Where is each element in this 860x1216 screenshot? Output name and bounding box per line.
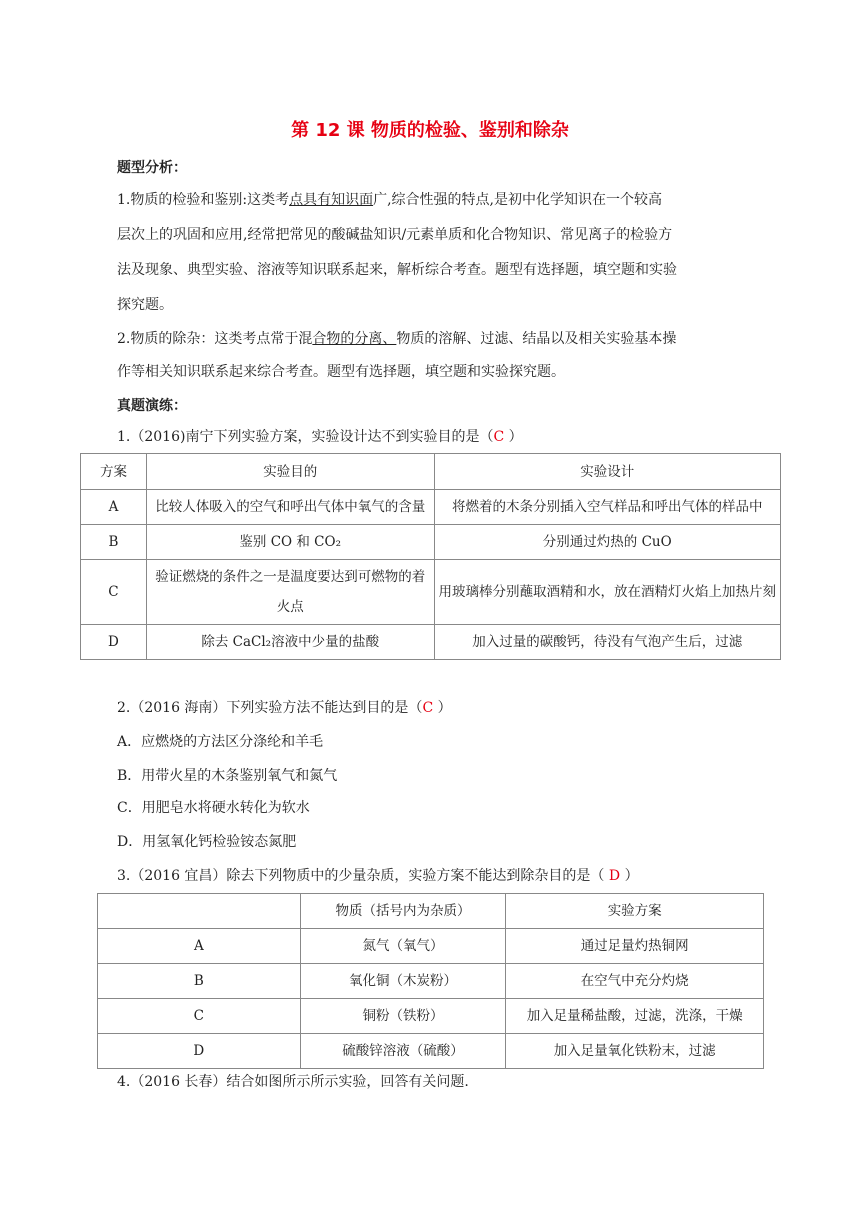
paragraph-2-line-2: 作等相关知识联系起来综合考查。题型有选择题，填空题和实验探究题。 bbox=[117, 364, 565, 380]
underlined-text: 点具有知识面 bbox=[289, 192, 374, 208]
table-row bbox=[98, 999, 764, 1034]
table-row bbox=[98, 929, 764, 964]
question-2-option-c: C．用肥皂水将硬水转化为软水 bbox=[117, 800, 310, 816]
row-label: B bbox=[98, 964, 301, 999]
question-3-stem bbox=[117, 866, 757, 886]
question-text: 3.（2016 宜昌）除去下列物质中的少量杂质，实验方案不能达到除杂目的是（ bbox=[117, 868, 609, 884]
table-header-row bbox=[98, 894, 764, 929]
purpose-cell: 除去 CaCl₂溶液中少量的盐酸 bbox=[146, 625, 434, 660]
section-heading-practice: 真题演练： bbox=[117, 398, 187, 414]
purpose-cell: 比较人体吸入的空气和呼出气体中氧气的含量 bbox=[146, 490, 434, 525]
text-span: 1.物质的检验和鉴别:这类考 bbox=[117, 192, 290, 208]
table-row bbox=[81, 525, 781, 560]
question-text: ） bbox=[504, 429, 523, 445]
question-2-option-b: B．用带火星的木条鉴别氧气和氮气 bbox=[117, 768, 338, 784]
plan-cell: 通过足量灼热铜网 bbox=[506, 929, 764, 964]
table-header-cell: 实验设计 bbox=[434, 454, 781, 490]
underlined-text: 合物的分离、 bbox=[312, 331, 397, 347]
plan-cell: 加入足量氧化铁粉末，过滤 bbox=[506, 1034, 764, 1069]
paragraph-1-line-4: 探究题。 bbox=[117, 297, 173, 313]
substance-cell: 氮气（氧气） bbox=[300, 929, 506, 964]
row-label: B bbox=[81, 525, 147, 560]
table-row bbox=[81, 625, 781, 660]
row-label: C bbox=[81, 560, 147, 625]
row-label: C bbox=[98, 999, 301, 1034]
row-label: A bbox=[81, 490, 147, 525]
design-cell: 将燃着的木条分别插入空气样品和呼出气体的样品中 bbox=[434, 490, 781, 525]
question-2-stem bbox=[117, 698, 757, 718]
row-label: A bbox=[98, 929, 301, 964]
question-1-stem bbox=[117, 427, 757, 447]
table-header-cell: 实验目的 bbox=[146, 454, 434, 490]
text-span: 2.物质的除杂：这类考点常于混 bbox=[117, 331, 313, 347]
question-2-option-d: D．用氢氧化钙检验铵态氮肥 bbox=[117, 834, 297, 850]
table-row bbox=[81, 490, 781, 525]
substance-cell: 硫酸锌溶液（硫酸） bbox=[300, 1034, 506, 1069]
text-span: 广,综合性强的特点,是初中化学知识在一个较高 bbox=[373, 192, 662, 208]
answer-mark: C bbox=[493, 429, 505, 445]
paragraph-1-line-2: 层次上的巩固和应用,经常把常见的酸碱盐知识/元素单质和化合物知识、常见离子的检验方 bbox=[117, 227, 673, 243]
paragraph-1-line-1 bbox=[117, 190, 757, 210]
paragraph-2-line-1 bbox=[117, 329, 757, 349]
table-header-cell: 实验方案 bbox=[506, 894, 764, 929]
question-3-table bbox=[97, 893, 764, 1069]
design-cell: 分别通过灼热的 CuO bbox=[434, 525, 781, 560]
purpose-cell: 鉴别 CO 和 CO₂ bbox=[146, 525, 434, 560]
design-cell: 加入过量的碳酸钙，待没有气泡产生后，过滤 bbox=[434, 625, 781, 660]
table-header-row bbox=[81, 454, 781, 490]
table-row bbox=[98, 964, 764, 999]
page-title: 第 12 课 物质的检验、鉴别和除杂 bbox=[291, 120, 569, 141]
paragraph-1-line-3: 法及现象、典型实验、溶液等知识联系起来，解析综合考查。题型有选择题，填空题和实验 bbox=[117, 262, 677, 278]
answer-mark: D bbox=[608, 868, 621, 884]
question-text: ） bbox=[433, 700, 452, 716]
design-cell: 用玻璃棒分别蘸取酒精和水，放在酒精灯火焰上加热片刻 bbox=[434, 560, 781, 625]
table-row bbox=[98, 1034, 764, 1069]
row-label: D bbox=[81, 625, 147, 660]
row-label: D bbox=[98, 1034, 301, 1069]
substance-cell: 铜粉（铁粉） bbox=[300, 999, 506, 1034]
section-heading-analysis: 题型分析： bbox=[117, 160, 187, 176]
plan-cell: 加入足量稀盐酸，过滤，洗涤，干燥 bbox=[506, 999, 764, 1034]
purpose-cell: 验证燃烧的条件之一是温度要达到可燃物的着火点 bbox=[146, 560, 434, 625]
text-span: 物质的溶解、过滤、结晶以及相关实验基本操 bbox=[396, 331, 677, 347]
table-row bbox=[81, 560, 781, 625]
question-1-table bbox=[80, 453, 781, 660]
plan-cell: 在空气中充分灼烧 bbox=[506, 964, 764, 999]
table-header-cell: 物质（括号内为杂质） bbox=[300, 894, 506, 929]
question-4-stem: 4.（2016 长春）结合如图所示所示实验，回答有关问题. bbox=[117, 1074, 469, 1090]
question-text: 2.（2016 海南）下列实验方法不能达到目的是（ bbox=[117, 700, 423, 716]
question-text: 1.（2016)南宁下列实验方案，实验设计达不到实验目的是（ bbox=[117, 429, 494, 445]
table-header-cell: 方案 bbox=[81, 454, 147, 490]
substance-cell: 氧化铜（木炭粉） bbox=[300, 964, 506, 999]
question-text: ） bbox=[620, 868, 639, 884]
question-2-option-a: A．应燃烧的方法区分涤纶和羊毛 bbox=[117, 734, 324, 750]
table-header-cell bbox=[98, 894, 301, 929]
answer-mark: C bbox=[422, 700, 434, 716]
